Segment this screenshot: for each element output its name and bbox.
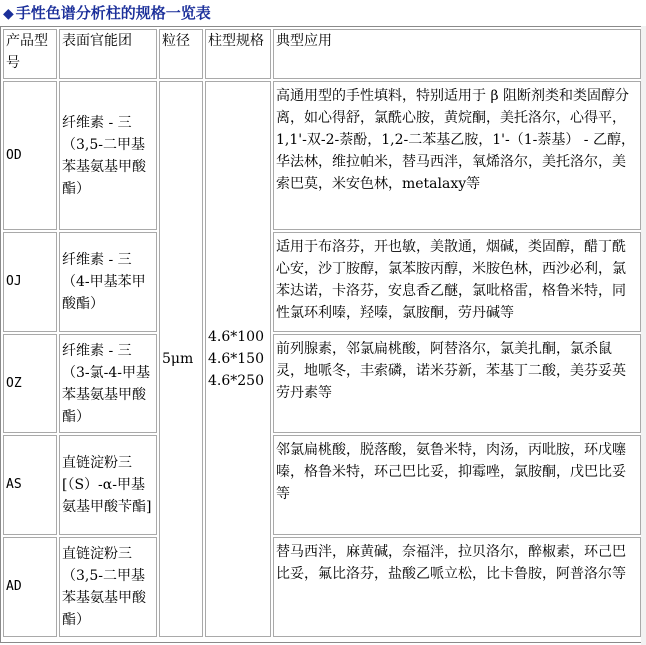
spec-table: [1, 27, 643, 639]
page-title-text: 手性色谱分析柱的规格一览表: [15, 4, 211, 22]
functional-group-cell: 纤维素 - 三（3-氯-4-甲基苯基氨基甲酸酯）: [59, 334, 157, 433]
functional-group-cell: 纤维素 - 三（3,5-二甲基苯基氨基甲酸酯）: [59, 81, 157, 230]
column-spec-250: 4.6*250: [208, 373, 264, 389]
column-spec-100: 4.6*100: [208, 329, 264, 345]
model-cell: OJ: [3, 232, 57, 332]
header-functional-group: 表面官能团: [59, 29, 157, 79]
header-particle-size: 粒径: [159, 29, 203, 79]
table-row: [3, 334, 641, 433]
page-title: [3, 2, 211, 24]
model-cell: AS: [3, 435, 57, 535]
application-cell: 高通用型的手性填料，特别适用于 β 阻断剂类和类固醇分离，如心得舒，氯酰心胺，黄烷酮，美托洛尔，心得平，1,1'-双-2-萘酚，1,2-二苯基乙胺，1'-（1-萘基） - 乙醇，华法林，维拉帕米，替马西泮，氧烯洛尔，美托洛尔，美索巴莫，米安色林，metalaxy等: [273, 81, 641, 230]
application-cell: 适用于布洛芬，开也敏，美散通，烟碱，类固醇，醋丁酰心安，沙丁胺醇，氯苯胺丙醇，米胺色林，西沙必利，氯苯达诺，卡洛芬，安息香乙醚，氯吡格雷，格鲁米特，同性氯环利嗪，羟嗪，氯胺酮，劳丹碱等: [273, 232, 641, 332]
functional-group-cell: 纤维素 - 三（4-甲基苯甲酸酯）: [59, 232, 157, 332]
model-cell: AD: [3, 537, 57, 637]
application-cell: 替马西泮，麻黄碱，奈福泮，拉贝洛尔，醉椒素，环己巴比妥，氟比洛芬，盐酸乙哌立松，比卡鲁胺，阿普洛尔等: [273, 537, 641, 637]
model-cell: OD: [3, 81, 57, 230]
functional-group-cell: 直链淀粉三[（S）-α-甲基氨基甲酸苄酯]: [59, 435, 157, 535]
header-column-spec: 柱型规格: [205, 29, 271, 79]
table-row: [3, 537, 641, 637]
model-cell: OZ: [3, 334, 57, 433]
header-application: 典型应用: [273, 29, 641, 79]
diamond-icon: ◆: [3, 6, 14, 22]
table-row: [3, 81, 641, 230]
table-header-row: [3, 29, 641, 79]
functional-group-cell: 直链淀粉三（3,5-二甲基苯基氨基甲酸酯）: [59, 537, 157, 637]
table-row: [3, 232, 641, 332]
column-spec-cell: [205, 81, 271, 637]
header-model: 产品型号: [3, 29, 57, 79]
application-cell: 前列腺素，邻氯扁桃酸，阿替洛尔，氯美扎酮，氯杀鼠灵，地哌冬，丰索磷，诺米芬新，苯基丁二酸，美芬妥英劳丹素等: [273, 334, 641, 433]
table-row: [3, 435, 641, 535]
column-spec-150: 4.6*150: [208, 351, 264, 367]
particle-size-cell: 5μm: [159, 81, 203, 637]
application-cell: 邻氯扁桃酸，脱落酸，氨鲁米特，肉汤，丙吡胺，环戊噻嗪，格鲁米特，环己巴比妥，抑霉唑，氯胺酮，戊巴比妥等: [273, 435, 641, 535]
